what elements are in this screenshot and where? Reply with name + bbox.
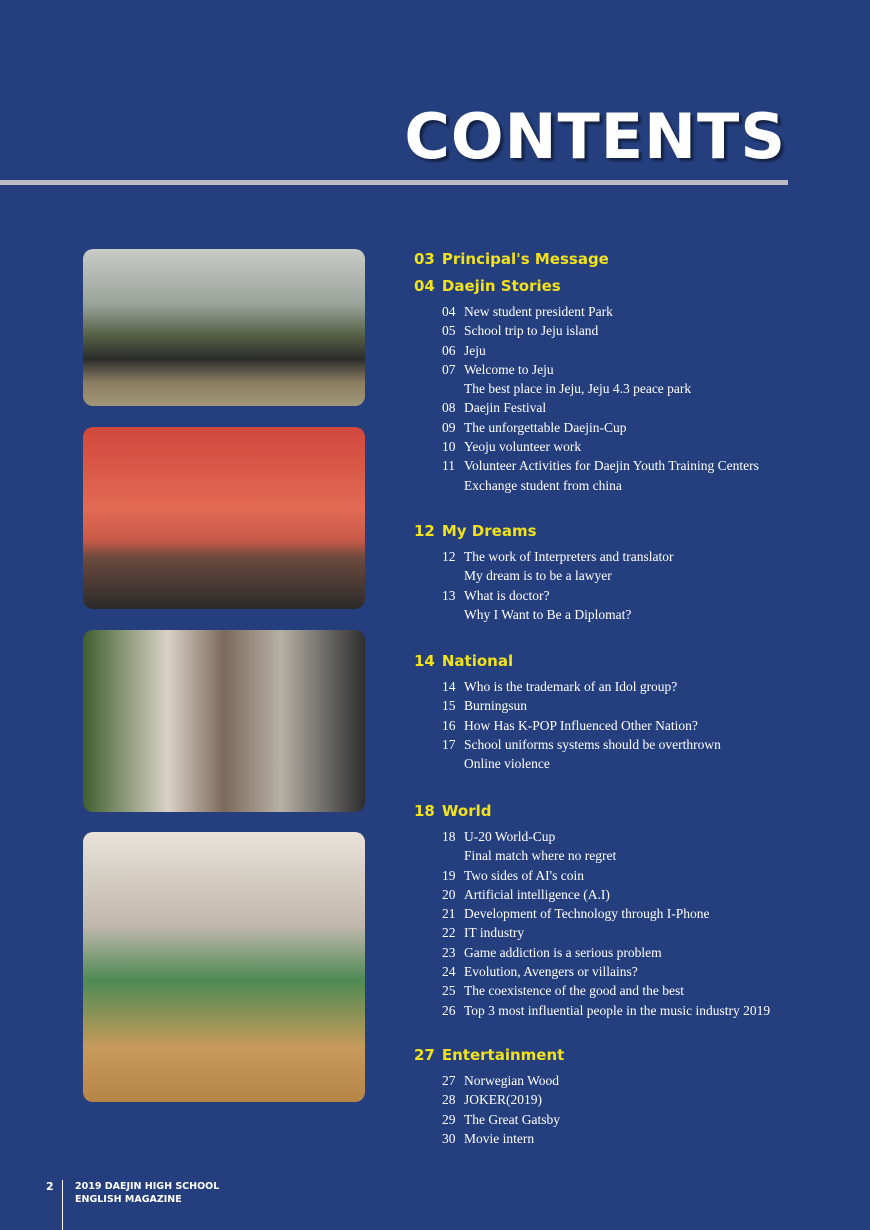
section-heading — [414, 802, 491, 820]
toc-item: 16 How Has K-POP Influenced Other Nation? — [442, 717, 698, 733]
title-divider — [0, 180, 788, 185]
toc-item: 28 JOKER(2019) — [442, 1092, 542, 1108]
footer-publication — [75, 1180, 219, 1206]
toc-list — [442, 302, 759, 495]
toc-item: 04 New student president Park — [442, 304, 613, 319]
section-page-number: 04 — [414, 277, 435, 295]
toc-item: 20 Artificial intelligence (A.I) — [442, 886, 610, 902]
toc-item: 19 Two sides of AI's coin — [442, 867, 584, 883]
section-page-number: 03 — [414, 250, 435, 268]
volunteer-photo — [83, 630, 365, 812]
footer-line-2: ENGLISH MAGAZINE — [75, 1194, 182, 1205]
toc-list — [442, 827, 770, 1020]
toc-item: 15 Burningsun — [442, 698, 528, 714]
toc-item: Exchange student from china — [464, 477, 622, 493]
toc-item: The best place in Jeju, Jeju 4.3 peace park — [464, 381, 692, 397]
section-title: World — [441, 802, 492, 820]
toc-item: 06 Jeju — [442, 342, 486, 358]
toc-item: 09 The unforgettable Daejin-Cup — [442, 419, 627, 435]
toc-item: 12 The work of Interpreters and translator — [442, 549, 674, 564]
section-page-number: 18 — [414, 802, 435, 820]
concert-photo — [83, 427, 365, 609]
toc-item: 10 Yeoju volunteer work — [442, 439, 582, 455]
section-page-number: 27 — [414, 1046, 435, 1064]
page-title: CONTENTS — [404, 100, 786, 173]
section-title: Entertainment — [441, 1046, 565, 1064]
toc-item: 18 U-20 World-Cup — [442, 829, 556, 844]
page-number: 2 — [46, 1180, 54, 1193]
toc-item: 25 The coexistence of the good and the best — [442, 983, 685, 999]
section-heading — [414, 277, 561, 295]
toc-item: Why I Want to Be a Diplomat? — [464, 606, 632, 622]
section-heading — [414, 1046, 564, 1064]
toc-item: 22 IT industry — [442, 925, 525, 941]
section-title: Principal's Message — [441, 250, 609, 268]
toc-item: 13 What is doctor? — [442, 587, 550, 603]
section-title: Daejin Stories — [441, 277, 561, 295]
toc-list — [442, 677, 721, 773]
toc-item: 27 Norwegian Wood — [442, 1073, 560, 1088]
toc-item: 08 Daejin Festival — [442, 400, 547, 416]
toc-item: 26 Top 3 most influential people in the music industry 2019 — [442, 1002, 771, 1018]
toc-item: My dream is to be a lawyer — [464, 568, 612, 584]
toc-list — [442, 547, 674, 624]
basketball-photo — [83, 832, 365, 1102]
section-heading — [414, 652, 513, 670]
section-title: National — [441, 652, 514, 670]
section-page-number: 12 — [414, 522, 435, 540]
section-page-number: 14 — [414, 652, 435, 670]
footer-line-1: 2019 DAEJIN HIGH SCHOOL — [75, 1181, 220, 1192]
group-photo — [83, 249, 365, 406]
toc-item: 24 Evolution, Avengers or villains? — [442, 964, 638, 980]
toc-list — [442, 1071, 560, 1148]
toc-item: 30 Movie intern — [442, 1130, 535, 1146]
section-heading — [414, 522, 537, 540]
toc-item: 05 School trip to Jeju island — [442, 323, 599, 339]
section-heading — [414, 250, 609, 268]
toc-item: 07 Welcome to Jeju — [442, 361, 554, 377]
toc-item: 29 The Great Gatsby — [442, 1111, 560, 1127]
section-title: My Dreams — [441, 522, 537, 540]
toc-item: 23 Game addiction is a serious problem — [442, 944, 662, 960]
toc-item: Final match where no regret — [464, 848, 617, 864]
footer-divider — [62, 1180, 63, 1230]
toc-item: 17 School uniforms systems should be overthrown — [442, 736, 721, 752]
toc-item: 11 Volunteer Activities for Daejin Youth Training Centers — [442, 458, 759, 474]
toc-item: Online violence — [464, 756, 550, 772]
toc-item: 21 Development of Technology through I-Phone — [442, 906, 710, 922]
toc-item: 14 Who is the trademark of an Idol group? — [442, 679, 678, 694]
